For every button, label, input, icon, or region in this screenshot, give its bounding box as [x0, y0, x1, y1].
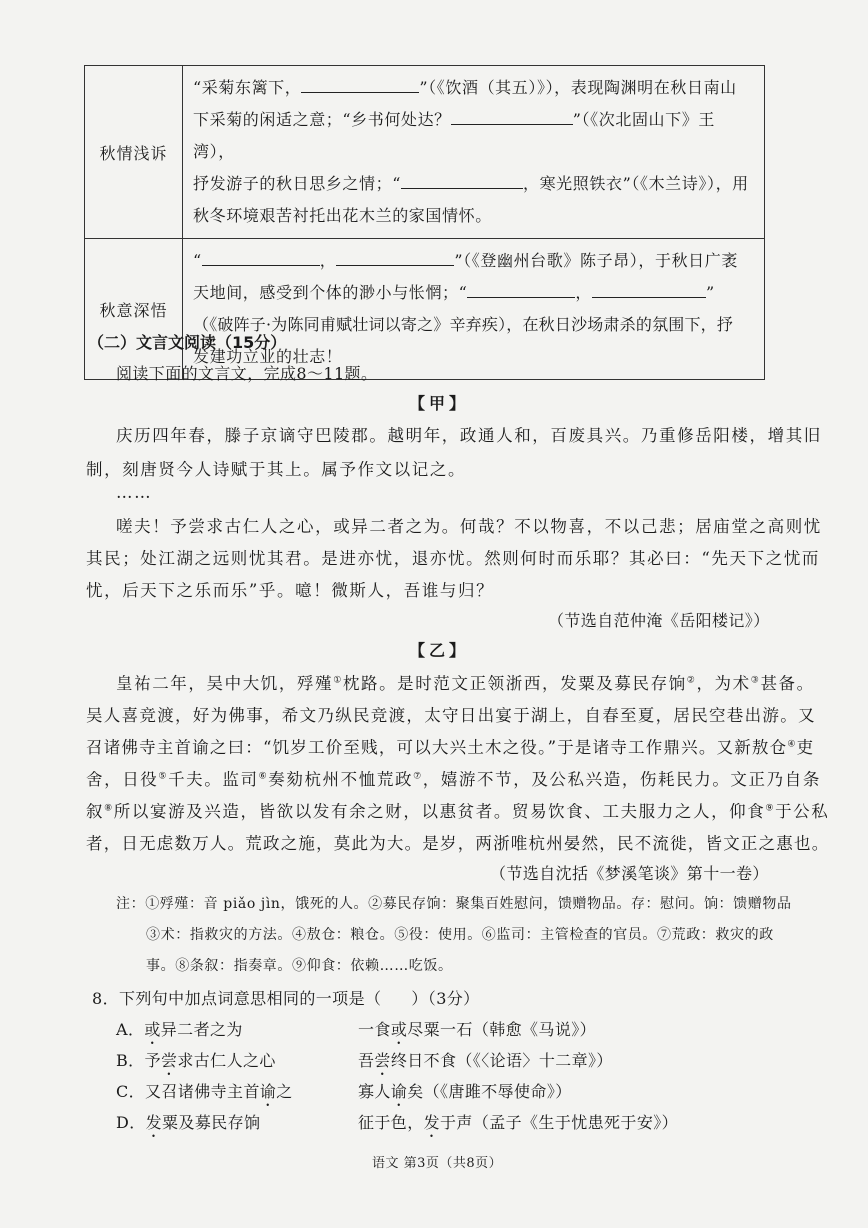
- dotted-word: 谕: [259, 1082, 277, 1101]
- section-instruction: 阅读下面的文言文，完成8～11题。: [116, 364, 378, 383]
- passage-line: 召诸佛寺主首谕之曰：“饥岁工价至贱，可以大兴土木之役。”于是诸寺工作鼎兴。又新敖仓④吏: [86, 738, 815, 757]
- table-line: 天地间，感受到个体的渺小与怅惘；“ ， ”: [193, 277, 756, 309]
- dotted-word: 尝: [160, 1051, 178, 1070]
- fill-blank[interactable]: [451, 106, 573, 125]
- page-footer: 语文 第3页（共8页）: [372, 1156, 503, 1171]
- footnote-marker: ⑧: [104, 803, 114, 814]
- dotted-word: 发: [145, 1113, 163, 1132]
- content-cell: [183, 239, 765, 380]
- footnote-marker: ①: [333, 675, 343, 686]
- footnote-marker: ⑥: [258, 771, 269, 782]
- option-a-compare: 一食或尽粟一石（韩愈《马说》）: [358, 1020, 597, 1039]
- passage-line: 忧，后天下之乐而乐”乎。噫！微斯人，吾谁与归？: [86, 581, 495, 600]
- fill-blank[interactable]: [401, 170, 523, 189]
- footnote-marker: ⑨: [765, 803, 776, 814]
- option-letter: D．: [116, 1113, 146, 1132]
- note-line: 事。⑧条叙：指奏章。⑨仰食：依赖……吃饭。: [146, 958, 453, 974]
- footnote-marker: ③: [750, 675, 761, 686]
- passage-line: 舍，日役⑤千夫。监司⑥奏劾杭州不恤荒政⑦，嬉游不节，及公私兴造，伤耗民力。文正乃自条: [86, 770, 821, 789]
- note-line: ①殍殣：音 piǎo jìn，饿死的人。②募民存饷：聚集百姓慰问，馈赠物品。存：慰问。饷：馈赠物品: [145, 896, 792, 912]
- dotted-word: 发: [423, 1113, 441, 1132]
- question-stem: 8．下列句中加点词意思相同的一项是（ ）（3分）: [92, 989, 480, 1008]
- dotted-word: 谕: [390, 1082, 408, 1101]
- table-line: “采菊东篱下， ”（《饮酒（其五）》），表现陶渊明在秋日南山: [193, 72, 756, 104]
- option-letter: C．: [116, 1082, 146, 1101]
- passage-line: 吴人喜竞渡，好为佛事，希文乃纵民竞渡，太守日出宴于湖上，自春至夏，居民空巷出游。又: [86, 706, 816, 725]
- footnote-marker: ④: [787, 739, 797, 750]
- section-heading: （二）文言文阅读（15分）: [88, 333, 287, 352]
- passage-line: 叙⑧所以宴游及兴造，皆欲以发有余之财，以惠贫者。贸易饮食、工夫服力之人，仰食⑨于公私: [86, 802, 830, 821]
- passage-yi-label: 【乙】: [409, 641, 470, 660]
- table-row: [85, 239, 765, 380]
- footnote-marker: ⑦: [413, 771, 423, 782]
- option-d[interactable]: D．发粟及募民存饷: [116, 1113, 261, 1132]
- table-line: （《破阵子·为陈同甫赋壮词以寄之》辛弃疾），在秋日沙场肃杀的氛围下，抒: [193, 315, 734, 334]
- note-line: ③术：指救灾的方法。④敖仓：粮仓。⑤役：使用。⑥监司：主管检查的官员。⑦荒政：救灾的政: [146, 927, 774, 943]
- fill-blank[interactable]: [202, 247, 320, 266]
- notes-label: 注：: [116, 896, 146, 912]
- option-d-compare: 征于色，发于声（孟子《生于忧患死于安》）: [358, 1113, 679, 1132]
- table-line: 秋冬环境艰苦衬托出花木兰的家国情怀。: [193, 206, 492, 225]
- footnotes: [116, 893, 792, 913]
- option-b[interactable]: B．予尝求古仁人之心: [116, 1051, 276, 1070]
- table-line: 下采菊的闲适之意；“乡书何处达？ ”（《次北固山下》王湾），: [193, 104, 756, 168]
- table-line: 发建功立业的壮志！: [193, 347, 343, 366]
- table-line: 抒发游子的秋日思乡之情；“ ，寒光照铁衣”（《木兰诗》），用: [193, 168, 756, 200]
- option-letter: B．: [116, 1051, 145, 1070]
- passage-line: 者，日无虑数万人。荒政之施，莫此为大。是岁，两浙唯杭州晏然，民不流徙，皆文正之惠也。: [86, 834, 830, 853]
- option-a[interactable]: A．或异二者之为: [116, 1020, 243, 1039]
- passage-source: （节选自范仲淹《岳阳楼记》）: [548, 611, 770, 630]
- fill-blank[interactable]: [336, 247, 454, 266]
- dotted-word: 或: [390, 1020, 408, 1039]
- option-letter: A．: [116, 1020, 145, 1039]
- footnote-marker: ⑤: [158, 771, 169, 782]
- passage-line: 嗟夫！予尝求古仁人之心，或异二者之为。何哉？不以物喜，不以己悲；居庙堂之高则忧: [116, 517, 822, 536]
- ellipsis: ……: [116, 483, 153, 502]
- passage-jia-label: 【甲】: [409, 394, 470, 413]
- table-line: “ ， ”（《登幽州台歌》陈子昂），于秋日广袤: [193, 245, 756, 277]
- option-b-compare: 吾尝终日不食（《〈论语〉十二章》）: [358, 1051, 613, 1070]
- passage-source: （节选自沈括《梦溪笔谈》第十一卷）: [490, 864, 769, 883]
- option-c-compare: 寡人谕矣（《唐雎不辱使命》）: [358, 1082, 572, 1101]
- passage-line: 其民；处江湖之远则忧其君。是进亦忧，退亦忧。然则何时而乐耶？其必曰：“先天下之忧而: [86, 549, 821, 568]
- dotted-word: 或: [144, 1020, 161, 1039]
- table-row: [85, 66, 765, 239]
- category-cell: 秋意深悟: [85, 239, 183, 380]
- option-c[interactable]: C．又召诸佛寺主首谕之: [116, 1082, 293, 1101]
- passage-line: 皇祐二年，吴中大饥，殍殣①枕路。是时范文正领浙西，发粟及募民存饷②，为术③甚备。: [116, 674, 815, 693]
- passage-line: 制，刻唐贤今人诗赋于其上。属予作文以记之。: [86, 460, 467, 479]
- dotted-word: 尝: [374, 1051, 391, 1070]
- footnote-marker: ②: [686, 675, 697, 686]
- fill-blank[interactable]: [592, 279, 706, 298]
- passage-line: 庆历四年春，滕子京谪守巴陵郡。越明年，政通人和，百废具兴。乃重修岳阳楼，增其旧: [116, 426, 822, 445]
- fill-blank[interactable]: [467, 279, 575, 298]
- content-cell: [183, 66, 765, 239]
- fill-blank[interactable]: [301, 74, 419, 93]
- category-cell: 秋情浅诉: [85, 66, 183, 239]
